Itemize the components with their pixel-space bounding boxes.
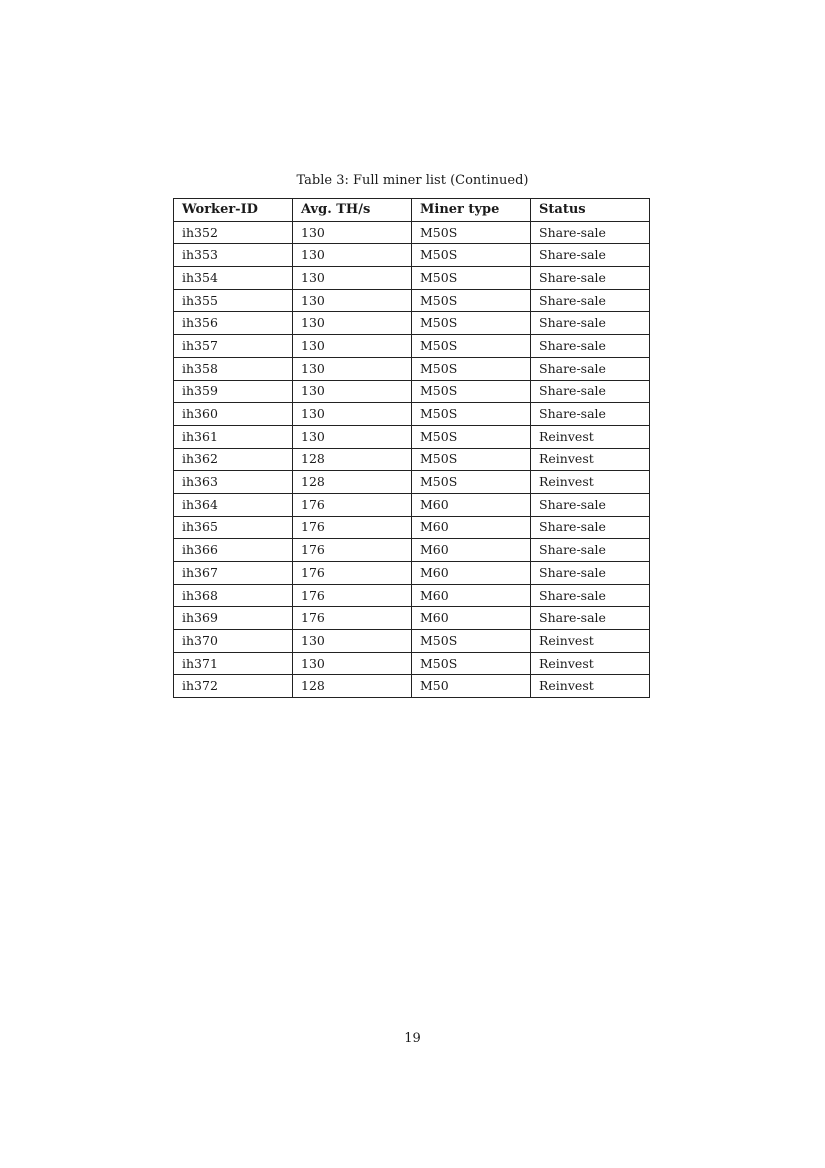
cell-miner-type: M60 <box>412 584 531 607</box>
cell-status: Share-sale <box>531 493 650 516</box>
cell-status: Share-sale <box>531 289 650 312</box>
page-number: 19 <box>404 1031 421 1046</box>
cell-worker-id: ih372 <box>174 675 293 698</box>
cell-avg-ths: 176 <box>293 607 412 630</box>
cell-avg-ths: 128 <box>293 448 412 471</box>
column-header-miner-type: Miner type <box>412 199 531 222</box>
cell-miner-type: M50S <box>412 380 531 403</box>
cell-avg-ths: 176 <box>293 562 412 585</box>
cell-status: Share-sale <box>531 221 650 244</box>
cell-status: Share-sale <box>531 584 650 607</box>
cell-worker-id: ih365 <box>174 516 293 539</box>
cell-status: Reinvest <box>531 630 650 653</box>
cell-worker-id: ih369 <box>174 607 293 630</box>
cell-avg-ths: 130 <box>293 403 412 426</box>
table-row <box>174 335 650 358</box>
column-header-status: Status <box>531 199 650 222</box>
table-row <box>174 607 650 630</box>
cell-avg-ths: 130 <box>293 335 412 358</box>
cell-miner-type: M50S <box>412 312 531 335</box>
cell-status: Share-sale <box>531 380 650 403</box>
cell-worker-id: ih370 <box>174 630 293 653</box>
cell-miner-type: M50S <box>412 357 531 380</box>
table-row <box>174 244 650 267</box>
cell-miner-type: M60 <box>412 516 531 539</box>
cell-avg-ths: 130 <box>293 221 412 244</box>
cell-worker-id: ih352 <box>174 221 293 244</box>
table-row <box>174 425 650 448</box>
miner-table <box>173 198 650 698</box>
table-row <box>174 675 650 698</box>
cell-miner-type: M50S <box>412 403 531 426</box>
cell-worker-id: ih354 <box>174 267 293 290</box>
cell-worker-id: ih367 <box>174 562 293 585</box>
cell-worker-id: ih363 <box>174 471 293 494</box>
table-row <box>174 539 650 562</box>
cell-avg-ths: 176 <box>293 539 412 562</box>
cell-avg-ths: 128 <box>293 471 412 494</box>
cell-miner-type: M60 <box>412 607 531 630</box>
cell-avg-ths: 130 <box>293 357 412 380</box>
cell-status: Reinvest <box>531 448 650 471</box>
cell-miner-type: M60 <box>412 539 531 562</box>
cell-status: Share-sale <box>531 357 650 380</box>
cell-status: Share-sale <box>531 403 650 426</box>
table-row <box>174 630 650 653</box>
cell-worker-id: ih355 <box>174 289 293 312</box>
cell-status: Reinvest <box>531 675 650 698</box>
table-row <box>174 357 650 380</box>
cell-worker-id: ih353 <box>174 244 293 267</box>
cell-worker-id: ih356 <box>174 312 293 335</box>
table-header-row <box>174 199 650 222</box>
cell-avg-ths: 176 <box>293 516 412 539</box>
cell-avg-ths: 176 <box>293 584 412 607</box>
cell-avg-ths: 130 <box>293 652 412 675</box>
cell-status: Share-sale <box>531 516 650 539</box>
cell-avg-ths: 130 <box>293 267 412 290</box>
cell-worker-id: ih362 <box>174 448 293 471</box>
cell-miner-type: M60 <box>412 493 531 516</box>
cell-miner-type: M60 <box>412 562 531 585</box>
table-row <box>174 562 650 585</box>
cell-miner-type: M50S <box>412 471 531 494</box>
column-header-worker-id: Worker-ID <box>174 199 293 222</box>
cell-avg-ths: 130 <box>293 380 412 403</box>
cell-worker-id: ih360 <box>174 403 293 426</box>
table-caption: Table 3: Full miner list (Continued) <box>296 173 529 188</box>
table-row <box>174 516 650 539</box>
table-row <box>174 584 650 607</box>
cell-worker-id: ih371 <box>174 652 293 675</box>
table-row <box>174 221 650 244</box>
cell-miner-type: M50S <box>412 652 531 675</box>
cell-avg-ths: 130 <box>293 289 412 312</box>
table-row <box>174 380 650 403</box>
cell-avg-ths: 130 <box>293 244 412 267</box>
cell-status: Share-sale <box>531 539 650 562</box>
cell-status: Reinvest <box>531 425 650 448</box>
cell-miner-type: M50 <box>412 675 531 698</box>
cell-status: Share-sale <box>531 267 650 290</box>
cell-avg-ths: 130 <box>293 425 412 448</box>
cell-status: Share-sale <box>531 562 650 585</box>
cell-miner-type: M50S <box>412 244 531 267</box>
cell-miner-type: M50S <box>412 335 531 358</box>
table-row <box>174 289 650 312</box>
cell-avg-ths: 130 <box>293 630 412 653</box>
cell-miner-type: M50S <box>412 425 531 448</box>
table-row <box>174 267 650 290</box>
table-row <box>174 652 650 675</box>
cell-worker-id: ih361 <box>174 425 293 448</box>
cell-status: Share-sale <box>531 607 650 630</box>
cell-status: Reinvest <box>531 471 650 494</box>
table-body <box>174 221 650 697</box>
cell-avg-ths: 176 <box>293 493 412 516</box>
cell-avg-ths: 128 <box>293 675 412 698</box>
cell-worker-id: ih358 <box>174 357 293 380</box>
cell-status: Reinvest <box>531 652 650 675</box>
table-row <box>174 493 650 516</box>
cell-miner-type: M50S <box>412 289 531 312</box>
table-row <box>174 471 650 494</box>
cell-miner-type: M50S <box>412 448 531 471</box>
cell-status: Share-sale <box>531 335 650 358</box>
column-header-avg-ths: Avg. TH/s <box>293 199 412 222</box>
cell-worker-id: ih368 <box>174 584 293 607</box>
cell-status: Share-sale <box>531 312 650 335</box>
cell-avg-ths: 130 <box>293 312 412 335</box>
cell-miner-type: M50S <box>412 221 531 244</box>
table-row <box>174 448 650 471</box>
cell-worker-id: ih366 <box>174 539 293 562</box>
table-row <box>174 403 650 426</box>
table-row <box>174 312 650 335</box>
cell-status: Share-sale <box>531 244 650 267</box>
cell-miner-type: M50S <box>412 267 531 290</box>
cell-miner-type: M50S <box>412 630 531 653</box>
cell-worker-id: ih364 <box>174 493 293 516</box>
cell-worker-id: ih359 <box>174 380 293 403</box>
cell-worker-id: ih357 <box>174 335 293 358</box>
